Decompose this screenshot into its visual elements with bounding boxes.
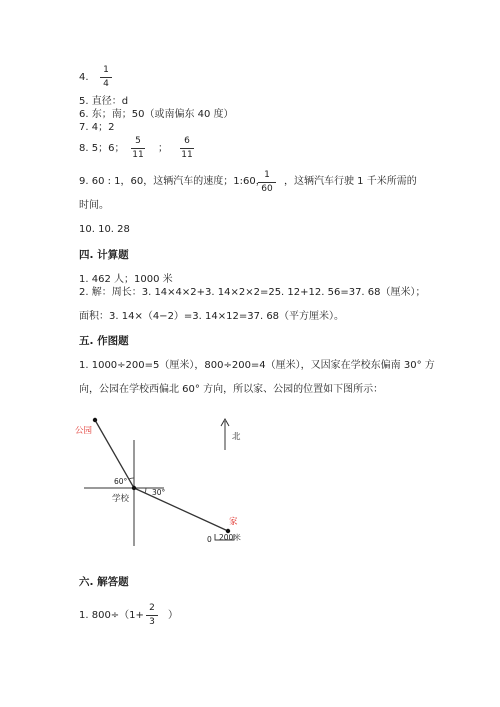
answer-4-prefix: 4. [79,72,89,83]
fraction-numerator: 5 [135,136,141,146]
fraction-denominator: 11 [132,150,144,160]
section-6-q1-prefix: 1. 800÷（1+ [79,610,144,621]
angle-30-label: 30° [152,488,166,497]
answer-7: 7. 4；2 [79,122,115,133]
section-6-q1-suffix: ） [168,610,178,621]
answer-6: 6. 东；南；50（或南偏东 40 度） [79,109,234,120]
school-to-home-line [134,488,228,531]
angle-60-arc [129,478,134,479]
home-label: 家 [229,517,238,527]
fraction-denominator: 11 [181,150,193,160]
answer-8-prefix: 8. 5；6； [79,143,125,154]
school-label: 学校 [112,494,130,504]
angle-60-label: 60° [114,477,128,486]
north-label: 北 [232,432,241,442]
school-point [132,486,136,490]
answer-9-line-2: 时间。 [79,200,109,211]
section-4-title: 四. 计算题 [79,249,129,261]
fraction-numerator: 2 [149,603,155,613]
section-4-q2: 2. 解：周长：3. 14×4×2+3. 14×2×2=25. 12+12. 56=37. 68（厘米）； [79,287,426,298]
fraction-numerator: 1 [103,65,109,75]
fraction-numerator: 1 [264,170,270,180]
fraction-denominator: 3 [149,617,155,627]
section-5-q1-line-2: 向，公园在学校西偏北 60° 方向，所以家、公园的位置如下图所示： [79,384,384,395]
scale-zero-label: 0 [207,535,212,544]
fraction-denominator: 4 [103,79,109,89]
park-point [93,418,97,422]
fraction-numerator: 6 [184,136,190,146]
fraction-denominator: 60 [261,184,273,194]
park-label: 公园 [75,426,93,436]
section-4-q1: 1. 462 人；1000 米 [79,274,173,285]
section-4-q2-area: 面积：3. 14×（4−2）=3. 14×12=37. 68（平方厘米）。 [79,311,345,322]
section-5-title: 五. 作图题 [79,335,129,347]
angle-30-arc [145,488,146,493]
section-6-q1-fraction [146,603,158,627]
answer-5: 5. 直径：d [79,96,129,107]
fraction-bar [146,615,158,616]
scale-distance-label: 200米 [219,533,241,542]
answer-10: 10. 10. 28 [79,224,130,235]
answer-8-separator: ； [158,143,168,154]
section-5-q1-line-1: 1. 1000÷200=5（厘米），800÷200=4（厘米），又因家在学校东偏南 30° 方 [79,360,435,371]
answer-9-part-2: ，这辆汽车行驶 1 千米所需的 [284,176,417,187]
answer-9-part-1: 9. 60 : 1，60，这辆汽车的速度；1:60， [79,176,266,187]
section-6-title: 六. 解答题 [79,576,129,588]
